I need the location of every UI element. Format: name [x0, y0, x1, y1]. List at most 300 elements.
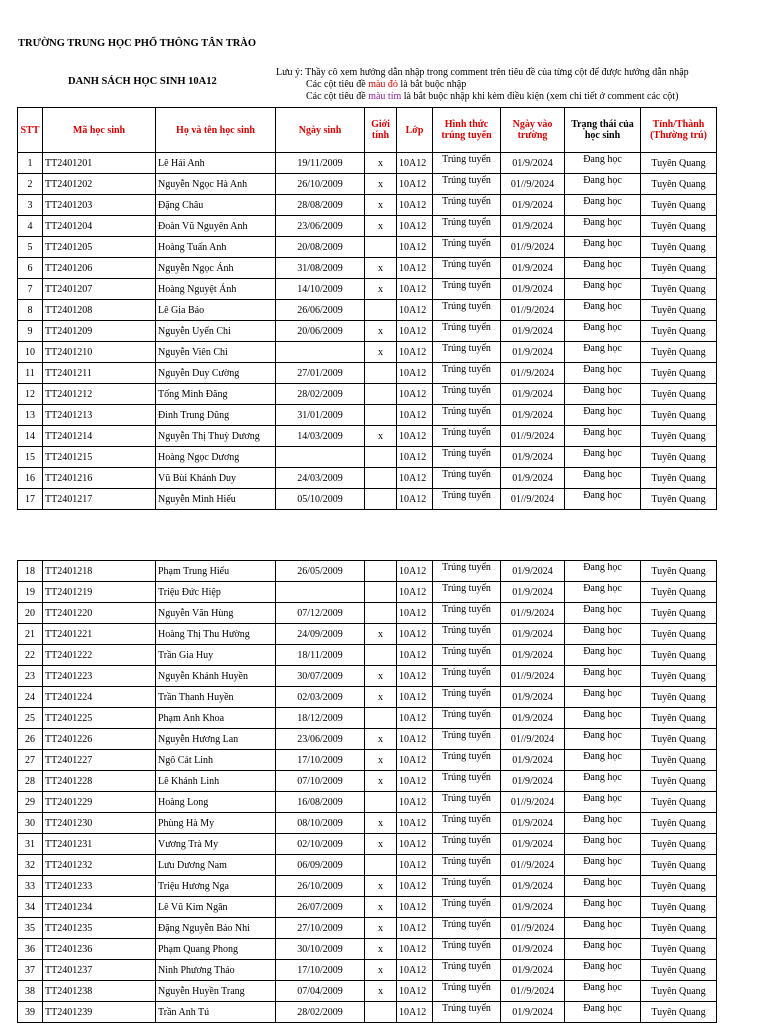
- cell-student-name[interactable]: Đinh Trung Dũng: [156, 405, 276, 426]
- cell-province[interactable]: Tuyên Quang: [641, 582, 717, 603]
- cell-admission[interactable]: Trúng tuyển: [433, 279, 501, 300]
- cell-enroll-date[interactable]: 01/9/2024: [501, 708, 565, 729]
- cell-student-name[interactable]: Nguyễn Thị Thuỳ Dương: [156, 426, 276, 447]
- col-header-sex[interactable]: Giới tính: [365, 108, 397, 153]
- cell-student-name[interactable]: Phạm Quang Phong: [156, 939, 276, 960]
- cell-admission[interactable]: Trúng tuyển: [433, 321, 501, 342]
- cell-stt[interactable]: 5: [18, 237, 43, 258]
- cell-admission[interactable]: Trúng tuyển: [433, 708, 501, 729]
- cell-class[interactable]: 10A12: [397, 687, 433, 708]
- cell-student-code[interactable]: TT2401238: [43, 981, 156, 1002]
- cell-status[interactable]: Đang học: [565, 174, 641, 195]
- cell-admission[interactable]: Trúng tuyển: [433, 582, 501, 603]
- cell-class[interactable]: 10A12: [397, 624, 433, 645]
- cell-dob[interactable]: 18/12/2009: [276, 708, 365, 729]
- cell-stt[interactable]: 20: [18, 603, 43, 624]
- cell-enroll-date[interactable]: 01/9/2024: [501, 561, 565, 582]
- cell-dob[interactable]: 02/03/2009: [276, 687, 365, 708]
- cell-student-code[interactable]: TT2401201: [43, 153, 156, 174]
- cell-dob[interactable]: 18/11/2009: [276, 645, 365, 666]
- cell-status[interactable]: Đang học: [565, 666, 641, 687]
- cell-class[interactable]: 10A12: [397, 489, 433, 510]
- cell-enroll-date[interactable]: 01/9/2024: [501, 195, 565, 216]
- cell-province[interactable]: Tuyên Quang: [641, 468, 717, 489]
- cell-sex[interactable]: x: [365, 666, 397, 687]
- cell-province[interactable]: Tuyên Quang: [641, 561, 717, 582]
- cell-dob[interactable]: 26/10/2009: [276, 174, 365, 195]
- cell-enroll-date[interactable]: 01/9/2024: [501, 771, 565, 792]
- cell-student-code[interactable]: TT2401206: [43, 258, 156, 279]
- cell-student-code[interactable]: TT2401202: [43, 174, 156, 195]
- cell-class[interactable]: 10A12: [397, 468, 433, 489]
- cell-enroll-date[interactable]: 01//9/2024: [501, 174, 565, 195]
- cell-class[interactable]: 10A12: [397, 813, 433, 834]
- cell-student-code[interactable]: TT2401229: [43, 792, 156, 813]
- cell-stt[interactable]: 34: [18, 897, 43, 918]
- cell-admission[interactable]: Trúng tuyển: [433, 771, 501, 792]
- cell-enroll-date[interactable]: 01/9/2024: [501, 645, 565, 666]
- cell-class[interactable]: 10A12: [397, 279, 433, 300]
- cell-province[interactable]: Tuyên Quang: [641, 447, 717, 468]
- cell-student-code[interactable]: TT2401212: [43, 384, 156, 405]
- cell-class[interactable]: 10A12: [397, 384, 433, 405]
- cell-province[interactable]: Tuyên Quang: [641, 258, 717, 279]
- cell-class[interactable]: 10A12: [397, 855, 433, 876]
- cell-stt[interactable]: 14: [18, 426, 43, 447]
- cell-province[interactable]: Tuyên Quang: [641, 237, 717, 258]
- cell-province[interactable]: Tuyên Quang: [641, 195, 717, 216]
- cell-status[interactable]: Đang học: [565, 960, 641, 981]
- cell-sex[interactable]: x: [365, 687, 397, 708]
- cell-enroll-date[interactable]: 01//9/2024: [501, 918, 565, 939]
- cell-enroll-date[interactable]: 01//9/2024: [501, 489, 565, 510]
- cell-status[interactable]: Đang học: [565, 468, 641, 489]
- cell-student-code[interactable]: TT2401208: [43, 300, 156, 321]
- cell-stt[interactable]: 37: [18, 960, 43, 981]
- cell-student-code[interactable]: TT2401223: [43, 666, 156, 687]
- cell-student-code[interactable]: TT2401234: [43, 897, 156, 918]
- cell-dob[interactable]: 26/10/2009: [276, 876, 365, 897]
- cell-province[interactable]: Tuyên Quang: [641, 624, 717, 645]
- cell-admission[interactable]: Trúng tuyển: [433, 624, 501, 645]
- cell-student-name[interactable]: Hoàng Thị Thu Hường: [156, 624, 276, 645]
- cell-sex[interactable]: [365, 405, 397, 426]
- cell-sex[interactable]: x: [365, 897, 397, 918]
- cell-enroll-date[interactable]: 01/9/2024: [501, 447, 565, 468]
- cell-status[interactable]: Đang học: [565, 729, 641, 750]
- cell-stt[interactable]: 6: [18, 258, 43, 279]
- cell-status[interactable]: Đang học: [565, 939, 641, 960]
- cell-student-name[interactable]: Lê Khánh Linh: [156, 771, 276, 792]
- cell-dob[interactable]: 06/09/2009: [276, 855, 365, 876]
- cell-enroll-date[interactable]: 01//9/2024: [501, 237, 565, 258]
- cell-class[interactable]: 10A12: [397, 321, 433, 342]
- col-header-stt[interactable]: STT: [18, 108, 43, 153]
- cell-class[interactable]: 10A12: [397, 300, 433, 321]
- cell-class[interactable]: 10A12: [397, 897, 433, 918]
- cell-stt[interactable]: 19: [18, 582, 43, 603]
- cell-student-name[interactable]: Lê Gia Bảo: [156, 300, 276, 321]
- cell-admission[interactable]: Trúng tuyển: [433, 300, 501, 321]
- cell-admission[interactable]: Trúng tuyển: [433, 405, 501, 426]
- col-header-student-code[interactable]: Mã học sinh: [43, 108, 156, 153]
- cell-status[interactable]: Đang học: [565, 561, 641, 582]
- cell-class[interactable]: 10A12: [397, 666, 433, 687]
- cell-student-code[interactable]: TT2401222: [43, 645, 156, 666]
- col-header-student-name[interactable]: Họ và tên học sinh: [156, 108, 276, 153]
- cell-status[interactable]: Đang học: [565, 708, 641, 729]
- cell-class[interactable]: 10A12: [397, 960, 433, 981]
- cell-enroll-date[interactable]: 01/9/2024: [501, 405, 565, 426]
- cell-province[interactable]: Tuyên Quang: [641, 603, 717, 624]
- cell-class[interactable]: 10A12: [397, 216, 433, 237]
- cell-sex[interactable]: x: [365, 981, 397, 1002]
- cell-student-code[interactable]: TT2401224: [43, 687, 156, 708]
- cell-dob[interactable]: 26/06/2009: [276, 300, 365, 321]
- cell-admission[interactable]: Trúng tuyển: [433, 666, 501, 687]
- cell-dob[interactable]: 26/07/2009: [276, 897, 365, 918]
- cell-stt[interactable]: 26: [18, 729, 43, 750]
- cell-province[interactable]: Tuyên Quang: [641, 687, 717, 708]
- cell-enroll-date[interactable]: 01/9/2024: [501, 897, 565, 918]
- cell-dob[interactable]: 02/10/2009: [276, 834, 365, 855]
- cell-student-code[interactable]: TT2401209: [43, 321, 156, 342]
- cell-student-name[interactable]: Nguyễn Viên Chi: [156, 342, 276, 363]
- cell-admission[interactable]: Trúng tuyển: [433, 855, 501, 876]
- cell-stt[interactable]: 7: [18, 279, 43, 300]
- cell-status[interactable]: Đang học: [565, 813, 641, 834]
- cell-class[interactable]: 10A12: [397, 426, 433, 447]
- cell-status[interactable]: Đang học: [565, 279, 641, 300]
- cell-student-code[interactable]: TT2401211: [43, 363, 156, 384]
- cell-admission[interactable]: Trúng tuyển: [433, 384, 501, 405]
- cell-enroll-date[interactable]: 01//9/2024: [501, 300, 565, 321]
- cell-province[interactable]: Tuyên Quang: [641, 960, 717, 981]
- cell-class[interactable]: 10A12: [397, 729, 433, 750]
- cell-dob[interactable]: 26/05/2009: [276, 561, 365, 582]
- cell-stt[interactable]: 39: [18, 1002, 43, 1023]
- col-header-status[interactable]: Trạng thái của học sinh: [565, 108, 641, 153]
- cell-enroll-date[interactable]: 01/9/2024: [501, 960, 565, 981]
- cell-dob[interactable]: [276, 582, 365, 603]
- cell-status[interactable]: Đang học: [565, 897, 641, 918]
- cell-status[interactable]: Đang học: [565, 342, 641, 363]
- cell-sex[interactable]: x: [365, 321, 397, 342]
- cell-class[interactable]: 10A12: [397, 834, 433, 855]
- cell-status[interactable]: Đang học: [565, 1002, 641, 1023]
- cell-sex[interactable]: [365, 447, 397, 468]
- cell-status[interactable]: Đang học: [565, 603, 641, 624]
- cell-class[interactable]: 10A12: [397, 258, 433, 279]
- cell-enroll-date[interactable]: 01/9/2024: [501, 321, 565, 342]
- cell-sex[interactable]: x: [365, 153, 397, 174]
- cell-admission[interactable]: Trúng tuyển: [433, 153, 501, 174]
- cell-student-code[interactable]: TT2401227: [43, 750, 156, 771]
- cell-status[interactable]: Đang học: [565, 834, 641, 855]
- cell-enroll-date[interactable]: 01//9/2024: [501, 363, 565, 384]
- cell-stt[interactable]: 3: [18, 195, 43, 216]
- cell-admission[interactable]: Trúng tuyển: [433, 750, 501, 771]
- cell-student-name[interactable]: Lê Vũ Kim Ngân: [156, 897, 276, 918]
- cell-stt[interactable]: 2: [18, 174, 43, 195]
- col-header-dob[interactable]: Ngày sinh: [276, 108, 365, 153]
- cell-dob[interactable]: 05/10/2009: [276, 489, 365, 510]
- cell-class[interactable]: 10A12: [397, 708, 433, 729]
- cell-class[interactable]: 10A12: [397, 918, 433, 939]
- cell-student-code[interactable]: TT2401203: [43, 195, 156, 216]
- cell-student-code[interactable]: TT2401230: [43, 813, 156, 834]
- cell-stt[interactable]: 1: [18, 153, 43, 174]
- cell-sex[interactable]: [365, 792, 397, 813]
- cell-province[interactable]: Tuyên Quang: [641, 708, 717, 729]
- cell-enroll-date[interactable]: 01//9/2024: [501, 981, 565, 1002]
- cell-enroll-date[interactable]: 01/9/2024: [501, 279, 565, 300]
- cell-status[interactable]: Đang học: [565, 771, 641, 792]
- cell-admission[interactable]: Trúng tuyển: [433, 1002, 501, 1023]
- cell-status[interactable]: Đang học: [565, 687, 641, 708]
- cell-sex[interactable]: x: [365, 939, 397, 960]
- cell-admission[interactable]: Trúng tuyển: [433, 195, 501, 216]
- cell-admission[interactable]: Trúng tuyển: [433, 603, 501, 624]
- cell-student-name[interactable]: Lưu Dương Nam: [156, 855, 276, 876]
- cell-status[interactable]: Đang học: [565, 918, 641, 939]
- cell-sex[interactable]: x: [365, 426, 397, 447]
- cell-sex[interactable]: x: [365, 960, 397, 981]
- cell-sex[interactable]: [365, 603, 397, 624]
- cell-admission[interactable]: Trúng tuyển: [433, 876, 501, 897]
- cell-class[interactable]: 10A12: [397, 1002, 433, 1023]
- cell-student-name[interactable]: Lê Hải Anh: [156, 153, 276, 174]
- cell-status[interactable]: Đang học: [565, 258, 641, 279]
- cell-stt[interactable]: 28: [18, 771, 43, 792]
- cell-enroll-date[interactable]: 01//9/2024: [501, 792, 565, 813]
- cell-student-code[interactable]: TT2401221: [43, 624, 156, 645]
- cell-province[interactable]: Tuyên Quang: [641, 792, 717, 813]
- cell-student-name[interactable]: Ninh Phương Thảo: [156, 960, 276, 981]
- cell-student-code[interactable]: TT2401228: [43, 771, 156, 792]
- cell-status[interactable]: Đang học: [565, 792, 641, 813]
- cell-stt[interactable]: 17: [18, 489, 43, 510]
- cell-student-name[interactable]: Trần Thanh Huyền: [156, 687, 276, 708]
- cell-enroll-date[interactable]: 01/9/2024: [501, 384, 565, 405]
- cell-class[interactable]: 10A12: [397, 561, 433, 582]
- cell-student-name[interactable]: Hoàng Tuấn Anh: [156, 237, 276, 258]
- cell-province[interactable]: Tuyên Quang: [641, 645, 717, 666]
- cell-dob[interactable]: 20/08/2009: [276, 237, 365, 258]
- cell-enroll-date[interactable]: 01/9/2024: [501, 153, 565, 174]
- cell-status[interactable]: Đang học: [565, 363, 641, 384]
- cell-status[interactable]: Đang học: [565, 750, 641, 771]
- cell-enroll-date[interactable]: 01/9/2024: [501, 939, 565, 960]
- cell-stt[interactable]: 12: [18, 384, 43, 405]
- col-header-class[interactable]: Lớp: [397, 108, 433, 153]
- cell-admission[interactable]: Trúng tuyển: [433, 342, 501, 363]
- cell-student-code[interactable]: TT2401217: [43, 489, 156, 510]
- cell-status[interactable]: Đang học: [565, 426, 641, 447]
- cell-sex[interactable]: x: [365, 216, 397, 237]
- cell-student-name[interactable]: Tống Minh Đăng: [156, 384, 276, 405]
- cell-enroll-date[interactable]: 01//9/2024: [501, 603, 565, 624]
- cell-province[interactable]: Tuyên Quang: [641, 342, 717, 363]
- cell-student-code[interactable]: TT2401218: [43, 561, 156, 582]
- cell-stt[interactable]: 31: [18, 834, 43, 855]
- cell-class[interactable]: 10A12: [397, 153, 433, 174]
- cell-student-name[interactable]: Trần Gia Huy: [156, 645, 276, 666]
- cell-student-code[interactable]: TT2401239: [43, 1002, 156, 1023]
- cell-admission[interactable]: Trúng tuyển: [433, 216, 501, 237]
- cell-student-code[interactable]: TT2401205: [43, 237, 156, 258]
- cell-sex[interactable]: x: [365, 771, 397, 792]
- cell-sex[interactable]: x: [365, 624, 397, 645]
- cell-dob[interactable]: 08/10/2009: [276, 813, 365, 834]
- cell-dob[interactable]: 07/04/2009: [276, 981, 365, 1002]
- cell-province[interactable]: Tuyên Quang: [641, 939, 717, 960]
- cell-status[interactable]: Đang học: [565, 216, 641, 237]
- cell-student-code[interactable]: TT2401210: [43, 342, 156, 363]
- cell-admission[interactable]: Trúng tuyển: [433, 939, 501, 960]
- cell-class[interactable]: 10A12: [397, 237, 433, 258]
- cell-province[interactable]: Tuyên Quang: [641, 279, 717, 300]
- cell-student-code[interactable]: TT2401216: [43, 468, 156, 489]
- cell-admission[interactable]: Trúng tuyển: [433, 645, 501, 666]
- cell-status[interactable]: Đang học: [565, 876, 641, 897]
- cell-sex[interactable]: x: [365, 876, 397, 897]
- cell-dob[interactable]: 31/01/2009: [276, 405, 365, 426]
- cell-status[interactable]: Đang học: [565, 405, 641, 426]
- cell-status[interactable]: Đang học: [565, 300, 641, 321]
- cell-province[interactable]: Tuyên Quang: [641, 1002, 717, 1023]
- cell-status[interactable]: Đang học: [565, 645, 641, 666]
- cell-enroll-date[interactable]: 01/9/2024: [501, 468, 565, 489]
- cell-stt[interactable]: 33: [18, 876, 43, 897]
- cell-admission[interactable]: Trúng tuyển: [433, 468, 501, 489]
- cell-admission[interactable]: Trúng tuyển: [433, 237, 501, 258]
- cell-student-name[interactable]: Triệu Hương Nga: [156, 876, 276, 897]
- cell-student-name[interactable]: Hoàng Nguyệt Ánh: [156, 279, 276, 300]
- cell-admission[interactable]: Trúng tuyển: [433, 729, 501, 750]
- cell-province[interactable]: Tuyên Quang: [641, 426, 717, 447]
- cell-student-name[interactable]: Nguyễn Huyền Trang: [156, 981, 276, 1002]
- cell-sex[interactable]: x: [365, 813, 397, 834]
- cell-province[interactable]: Tuyên Quang: [641, 876, 717, 897]
- cell-class[interactable]: 10A12: [397, 603, 433, 624]
- cell-sex[interactable]: [365, 237, 397, 258]
- cell-province[interactable]: Tuyên Quang: [641, 771, 717, 792]
- cell-sex[interactable]: x: [365, 918, 397, 939]
- cell-student-name[interactable]: Đặng Nguyễn Bảo Nhi: [156, 918, 276, 939]
- cell-admission[interactable]: Trúng tuyển: [433, 363, 501, 384]
- cell-admission[interactable]: Trúng tuyển: [433, 258, 501, 279]
- cell-admission[interactable]: Trúng tuyển: [433, 489, 501, 510]
- cell-class[interactable]: 10A12: [397, 582, 433, 603]
- cell-class[interactable]: 10A12: [397, 363, 433, 384]
- cell-enroll-date[interactable]: 01/9/2024: [501, 1002, 565, 1023]
- cell-student-name[interactable]: Hoàng Ngọc Dương: [156, 447, 276, 468]
- cell-admission[interactable]: Trúng tuyển: [433, 897, 501, 918]
- cell-sex[interactable]: x: [365, 342, 397, 363]
- cell-student-name[interactable]: Nguyễn Uyển Chi: [156, 321, 276, 342]
- cell-province[interactable]: Tuyên Quang: [641, 981, 717, 1002]
- cell-dob[interactable]: 07/10/2009: [276, 771, 365, 792]
- cell-province[interactable]: Tuyên Quang: [641, 897, 717, 918]
- cell-admission[interactable]: Trúng tuyển: [433, 792, 501, 813]
- cell-class[interactable]: 10A12: [397, 771, 433, 792]
- cell-province[interactable]: Tuyên Quang: [641, 813, 717, 834]
- cell-status[interactable]: Đang học: [565, 582, 641, 603]
- cell-student-code[interactable]: TT2401233: [43, 876, 156, 897]
- cell-dob[interactable]: 20/06/2009: [276, 321, 365, 342]
- cell-enroll-date[interactable]: 01/9/2024: [501, 582, 565, 603]
- cell-student-name[interactable]: Phạm Anh Khoa: [156, 708, 276, 729]
- cell-class[interactable]: 10A12: [397, 876, 433, 897]
- cell-stt[interactable]: 21: [18, 624, 43, 645]
- cell-province[interactable]: Tuyên Quang: [641, 321, 717, 342]
- cell-stt[interactable]: 15: [18, 447, 43, 468]
- cell-student-name[interactable]: Nguyễn Khánh Huyền: [156, 666, 276, 687]
- cell-enroll-date[interactable]: 01/9/2024: [501, 216, 565, 237]
- cell-student-name[interactable]: Nguyễn Ngọc Ánh: [156, 258, 276, 279]
- cell-province[interactable]: Tuyên Quang: [641, 384, 717, 405]
- cell-stt[interactable]: 11: [18, 363, 43, 384]
- cell-enroll-date[interactable]: 01/9/2024: [501, 834, 565, 855]
- cell-dob[interactable]: 28/08/2009: [276, 195, 365, 216]
- cell-dob[interactable]: 14/10/2009: [276, 279, 365, 300]
- cell-admission[interactable]: Trúng tuyển: [433, 561, 501, 582]
- cell-status[interactable]: Đang học: [565, 321, 641, 342]
- cell-student-name[interactable]: Đặng Châu: [156, 195, 276, 216]
- cell-student-code[interactable]: TT2401225: [43, 708, 156, 729]
- cell-sex[interactable]: [365, 708, 397, 729]
- cell-student-code[interactable]: TT2401213: [43, 405, 156, 426]
- cell-stt[interactable]: 16: [18, 468, 43, 489]
- cell-student-code[interactable]: TT2401207: [43, 279, 156, 300]
- cell-dob[interactable]: 23/06/2009: [276, 729, 365, 750]
- cell-stt[interactable]: 38: [18, 981, 43, 1002]
- cell-stt[interactable]: 22: [18, 645, 43, 666]
- cell-dob[interactable]: 17/10/2009: [276, 750, 365, 771]
- cell-student-name[interactable]: Ngô Cát Linh: [156, 750, 276, 771]
- cell-province[interactable]: Tuyên Quang: [641, 363, 717, 384]
- cell-stt[interactable]: 18: [18, 561, 43, 582]
- cell-enroll-date[interactable]: 01//9/2024: [501, 666, 565, 687]
- cell-status[interactable]: Đang học: [565, 195, 641, 216]
- cell-sex[interactable]: [365, 645, 397, 666]
- cell-dob[interactable]: 19/11/2009: [276, 153, 365, 174]
- cell-admission[interactable]: Trúng tuyển: [433, 960, 501, 981]
- cell-sex[interactable]: [365, 561, 397, 582]
- cell-province[interactable]: Tuyên Quang: [641, 489, 717, 510]
- cell-student-code[interactable]: TT2401235: [43, 918, 156, 939]
- cell-dob[interactable]: 24/09/2009: [276, 624, 365, 645]
- cell-dob[interactable]: 07/12/2009: [276, 603, 365, 624]
- cell-province[interactable]: Tuyên Quang: [641, 750, 717, 771]
- cell-status[interactable]: Đang học: [565, 153, 641, 174]
- cell-stt[interactable]: 36: [18, 939, 43, 960]
- cell-enroll-date[interactable]: 01/9/2024: [501, 342, 565, 363]
- cell-sex[interactable]: x: [365, 750, 397, 771]
- cell-student-code[interactable]: TT2401236: [43, 939, 156, 960]
- cell-student-name[interactable]: Nguyễn Ngọc Hà Anh: [156, 174, 276, 195]
- cell-dob[interactable]: 16/08/2009: [276, 792, 365, 813]
- cell-class[interactable]: 10A12: [397, 645, 433, 666]
- cell-dob[interactable]: 24/03/2009: [276, 468, 365, 489]
- cell-enroll-date[interactable]: 01/9/2024: [501, 624, 565, 645]
- cell-sex[interactable]: [365, 489, 397, 510]
- cell-student-name[interactable]: Nguyễn Hương Lan: [156, 729, 276, 750]
- cell-dob[interactable]: 14/03/2009: [276, 426, 365, 447]
- cell-class[interactable]: 10A12: [397, 750, 433, 771]
- col-header-admission[interactable]: Hình thức trúng tuyển: [433, 108, 501, 153]
